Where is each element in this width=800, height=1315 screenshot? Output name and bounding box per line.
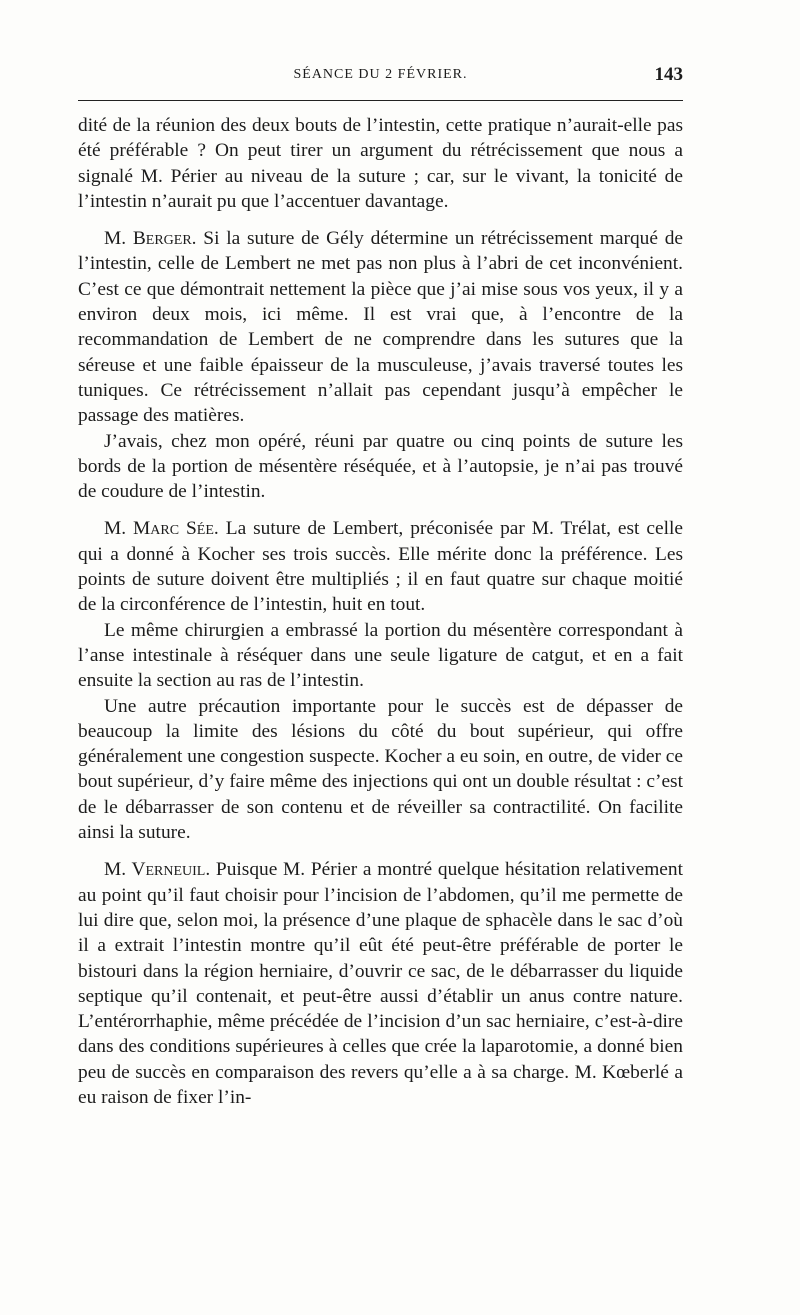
paragraph-marc-see bbox=[78, 516, 683, 617]
header-rule bbox=[78, 100, 683, 101]
paragraph-berger-autopsy bbox=[78, 429, 683, 505]
paragraph-text: Une autre précaution importante pour le succès est de dépasser de beaucoup la limite des lésions du côté du bout supérieur, qui offre généralement une congestion suspecte. Kocher a eu soin, en outre, de vider ce bout supérieur, d’y faire même des injections qui ont un double résultat : c’est de le débarrasser de son contenu et de réveiller sa contractilité. On facilite ainsi la suture. bbox=[78, 695, 683, 844]
paragraph-continuation bbox=[78, 113, 683, 214]
paragraph-text: dité de la réunion des deux bouts de l’intestin, cette pratique n’aurait-elle pas été préférable ? On peut tirer un argument du rétrécissement que nous a signalé M. Périer au niveau de la suture ; car, sur le vivant, la tonicité de l’intestin n’aurait pu que l’accentuer davantage. bbox=[78, 115, 683, 212]
paragraph-precaution bbox=[78, 694, 683, 846]
paragraph-text: J’avais, chez mon opéré, réuni par quatre ou cinq points de suture les bords de la portion de mésentère réséquée, et à l’autopsie, je n’ai pas trouvé de coudure de l’intestin. bbox=[78, 430, 683, 503]
speaker-name: M. Verneuil. bbox=[104, 859, 211, 881]
paragraph-text: Si la suture de Gély détermine un rétrécissement marqué de l’intestin, celle de Lembert ne met pas non plus à l’abri de cet inconvénient. C’est ce que démontrait nettement la pièce que j’ai mise sous vos yeux, il y a environ deux mois, ici même. Il est vrai que, à l’encontre de la recommandation de Lembert de ne comprendre dans les sutures que la séreuse et une faible épaisseur de la musculeuse, j’avais traversé toutes les tuniques. Ce rétrécissement n’allait pas cependant jusqu’à empêcher le passage des matières. bbox=[78, 228, 683, 427]
running-title: SÉANCE DU 2 FÉVRIER. bbox=[293, 67, 468, 82]
paragraph-berger bbox=[78, 226, 683, 428]
running-header bbox=[78, 64, 683, 88]
paragraph-verneuil bbox=[78, 857, 683, 1110]
paragraph-text: Puisque M. Périer a montré quelque hésitation relativement au point qu’il faut choisir pour l’incision de l’abdomen, qu’il me permette de lui dire que, selon moi, la présence d’une plaque de sphacèle dans le sac d’où il a extrait l’intestin montre qu’il eût été peut-être préférable de porter le bistouri dans la région herniaire, d’ouvrir ce sac, de le débarrasser du liquide septique qu’il contenait, et peut-être aussi d’établir un anus contre nature. L’entérorrhaphie, même précédée de l’incision d’un sac herniaire, c’est-à-dire dans des conditions supérieures à celles que crée la laparotomie, a donné bien peu de succès en comparaison des revers qu’elle a à sa charge. M. Kœberlé a eu raison de fixer l’in- bbox=[78, 859, 683, 1108]
paragraph-mesentery bbox=[78, 618, 683, 694]
page-number: 143 bbox=[654, 64, 683, 85]
speaker-name: M. Berger. bbox=[104, 228, 197, 250]
speaker-name: M. Marc Sée. bbox=[104, 518, 219, 540]
paragraph-text: La suture de Lembert, préconisée par M. Trélat, est celle qui a donné à Kocher ses trois succès. Elle mérite donc la préférence. Les points de suture doivent être multipliés ; il en faut quatre sur chaque moitié de la circonférence de l’intestin, huit en tout. bbox=[78, 518, 683, 616]
page-body bbox=[78, 113, 683, 1110]
paragraph-text: Le même chirurgien a embrassé la portion du mésentère correspondant à l’anse intestinale à réséquer dans une seule ligature de catgut, et en a fait ensuite la section au ras de l’intestin. bbox=[78, 619, 683, 692]
